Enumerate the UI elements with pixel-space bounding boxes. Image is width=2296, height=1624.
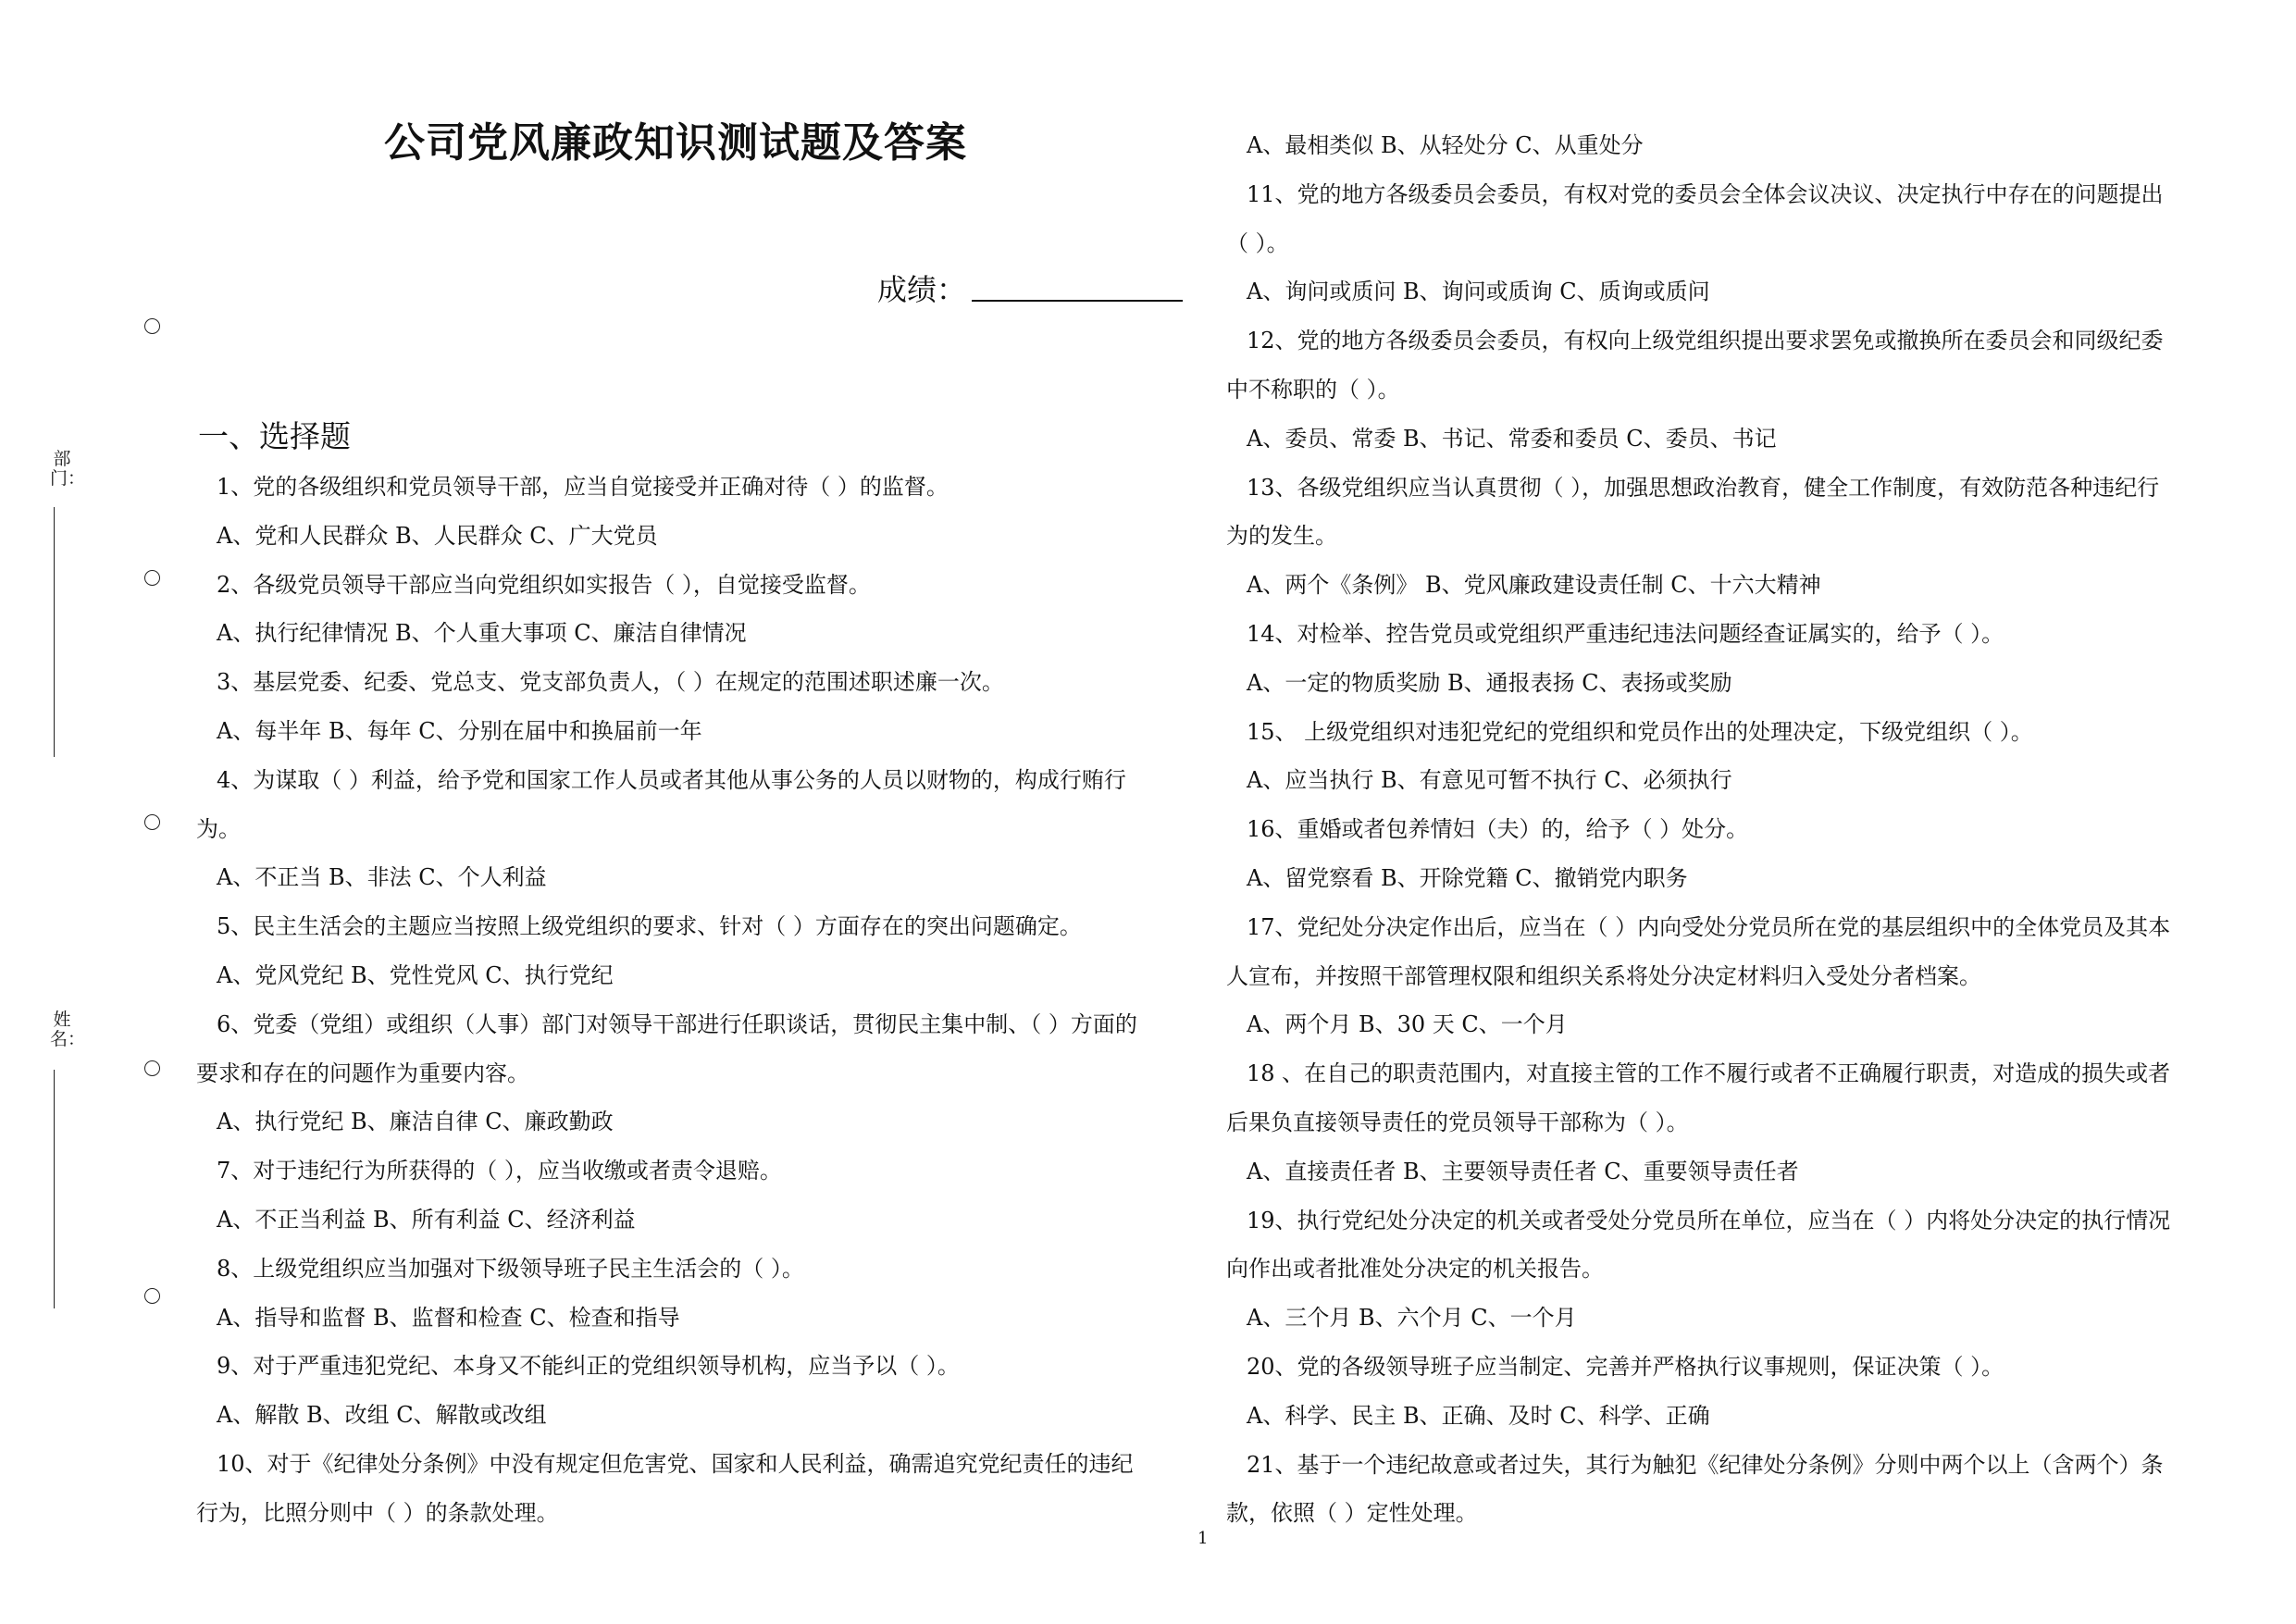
question-line: A、指导和监督 B、监督和检查 C、检查和指导: [217, 1304, 680, 1331]
name-fill-line: [54, 1070, 55, 1308]
question-line: A、最相类似 B、从轻处分 C、从重处分: [1247, 132, 1644, 158]
question-line: A、委员、常委 B、书记、常委和委员 C、委员、书记: [1247, 425, 1777, 452]
question-line: 19、执行党纪处分决定的机关或者受处分党员所在单位，应当在（ ）内将处分决定的执行情况: [1247, 1207, 2171, 1233]
question-line: 9、对于严重违犯党纪、本身又不能纠正的党组织领导机构，应当予以（ ）。: [217, 1353, 960, 1380]
question-line: 18 、在自己的职责范围内，对直接主管的工作不履行或者不正确履行职责，对造成的损失或者: [1247, 1060, 2171, 1087]
page-number: 1: [1198, 1529, 1209, 1548]
binding-hole-icon: [144, 570, 160, 586]
question-line: 人宣布，并按照干部管理权限和组织关系将处分决定材料归入受处分者档案。: [1226, 962, 1981, 989]
question-line: 4、为谋取（ ）利益，给予党和国家工作人员或者其他从事公务的人员以财物的，构成行贿行: [217, 766, 1126, 793]
question-line: A、每半年 B、每年 C、分别在届中和换届前一年: [217, 717, 702, 744]
question-line: 为的发生。: [1226, 523, 1337, 550]
department-fill-line: [54, 507, 55, 757]
question-line: A、两个《条例》 B、党风廉政建设责任制 C、十六大精神: [1247, 572, 1821, 599]
question-line: A、科学、民主 B、正确、及时 C、科学、正确: [1247, 1402, 1710, 1429]
question-line: 5、民主生活会的主题应当按照上级党组织的要求、针对（ ）方面存在的突出问题确定。: [217, 913, 1082, 940]
binding-hole-icon: [144, 318, 160, 334]
question-line: 后果负直接领导责任的党员领导干部称为（ ）。: [1226, 1109, 1689, 1135]
question-line: 21、基于一个违纪故意或者过失，其行为触犯《纪律处分条例》分则中两个以上（含两个）条: [1247, 1451, 2164, 1478]
question-line: A、执行党纪 B、廉洁自律 C、廉政勤政: [217, 1109, 614, 1135]
binding-hole-icon: [144, 814, 160, 830]
question-line: A、解散 B、改组 C、解散或改组: [217, 1402, 547, 1429]
question-line: A、询问或质问 B、询问或质询 C、质询或质问: [1247, 279, 1710, 305]
question-line: A、应当执行 B、有意见可暂不执行 C、必须执行: [1247, 767, 1732, 794]
question-line: 10、对于《纪律处分条例》中没有规定但危害党、国家和人民利益，确需追究党纪责任的违纪: [217, 1450, 1134, 1477]
question-line: 2、各级党员领导干部应当向党组织如实报告（ ），自觉接受监督。: [217, 571, 871, 598]
question-line: 15、 上级党组织对违犯党纪的党组织和党员作出的处理决定，下级党组织（ ）。: [1247, 718, 2033, 745]
document-title: 公司党风廉政知识测试题及答案: [384, 119, 967, 167]
question-line: 20、党的各级领导班子应当制定、完善并严格执行议事规则，保证决策（ ）。: [1247, 1353, 2004, 1380]
question-line: A、党风党纪 B、党性党风 C、执行党纪: [217, 961, 614, 988]
question-line: A、一定的物质奖励 B、通报表扬 C、表扬或奖励: [1247, 669, 1732, 696]
question-line: 向作出或者批准处分决定的机关报告。: [1226, 1256, 1604, 1283]
question-line: A、直接责任者 B、主要领导责任者 C、重要领导责任者: [1247, 1158, 1799, 1184]
question-line: 中不称职的（ ）。: [1226, 376, 1400, 403]
left-question-column: [196, 463, 1191, 1538]
question-line: 11、党的地方各级委员会委员，有权对党的委员会全体会议决议、决定执行中存在的问题提出: [1247, 180, 2164, 207]
question-line: 13、各级党组织应当认真贯彻（ ），加强思想政治教育，健全工作制度，有效防范各种违纪行: [1247, 474, 2160, 501]
question-line: 要求和存在的问题作为重要内容。: [196, 1060, 529, 1086]
section-title: 一、选择题: [198, 418, 351, 454]
question-line: 12、党的地方各级委员会委员，有权向上级党组织提出要求罢免或撤换所在委员会和同级纪委: [1247, 328, 2164, 354]
department-label: 部门：: [50, 449, 86, 489]
question-line: （ ）。: [1226, 229, 1289, 256]
question-line: A、执行纪律情况 B、个人重大事项 C、廉洁自律情况: [217, 620, 747, 647]
question-line: A、不正当 B、非法 C、个人利益: [217, 864, 547, 891]
question-line: 6、党委（党组）或组织（人事）部门对领导干部进行任职谈话，贯彻民主集中制、（ ）方面的: [217, 1010, 1137, 1037]
question-line: A、党和人民群众 B、人民群众 C、广大党员: [217, 522, 658, 549]
question-line: 行为，比照分则中（ ）的条款处理。: [196, 1499, 559, 1526]
question-line: 3、基层党委、纪委、党总支、党支部负责人，（ ）在规定的范围述职述廉一次。: [217, 669, 1004, 696]
question-line: 为。: [196, 815, 241, 842]
binding-hole-icon: [144, 1288, 160, 1304]
question-line: 款，依照（ ）定性处理。: [1226, 1500, 1478, 1527]
question-line: A、不正当利益 B、所有利益 C、经济利益: [217, 1206, 636, 1233]
binding-hole-icon: [144, 1060, 160, 1076]
question-line: 17、党纪处分决定作出后，应当在（ ）内向受处分党员所在党的基层组织中的全体党员及其本: [1247, 913, 2171, 940]
right-question-column: [1226, 121, 2221, 1538]
question-line: 1、党的各级组织和党员领导干部，应当自觉接受并正确对待（ ）的监督。: [217, 474, 949, 500]
question-line: 7、对于违纪行为所获得的（ ），应当收缴或者责令退赔。: [217, 1158, 782, 1184]
question-line: A、留党察看 B、开除党籍 C、撤销党内职务: [1247, 864, 1688, 891]
question-line: A、两个月 B、30 天 C、一个月: [1247, 1011, 1568, 1038]
question-line: 8、上级党组织应当加强对下级领导班子民主生活会的（ ）。: [217, 1255, 804, 1282]
question-line: 14、对检举、控告党员或党组织严重违纪违法问题经查证属实的，给予（ ）。: [1247, 620, 2004, 647]
score-blank-line: [972, 300, 1183, 302]
name-label: 姓名：: [50, 1010, 86, 1049]
question-line: A、三个月 B、六个月 C、一个月: [1247, 1305, 1577, 1332]
question-line: 16、重婚或者包养情妇（夫）的，给予（ ）处分。: [1247, 816, 1749, 843]
score-label: 成绩：: [877, 272, 967, 307]
